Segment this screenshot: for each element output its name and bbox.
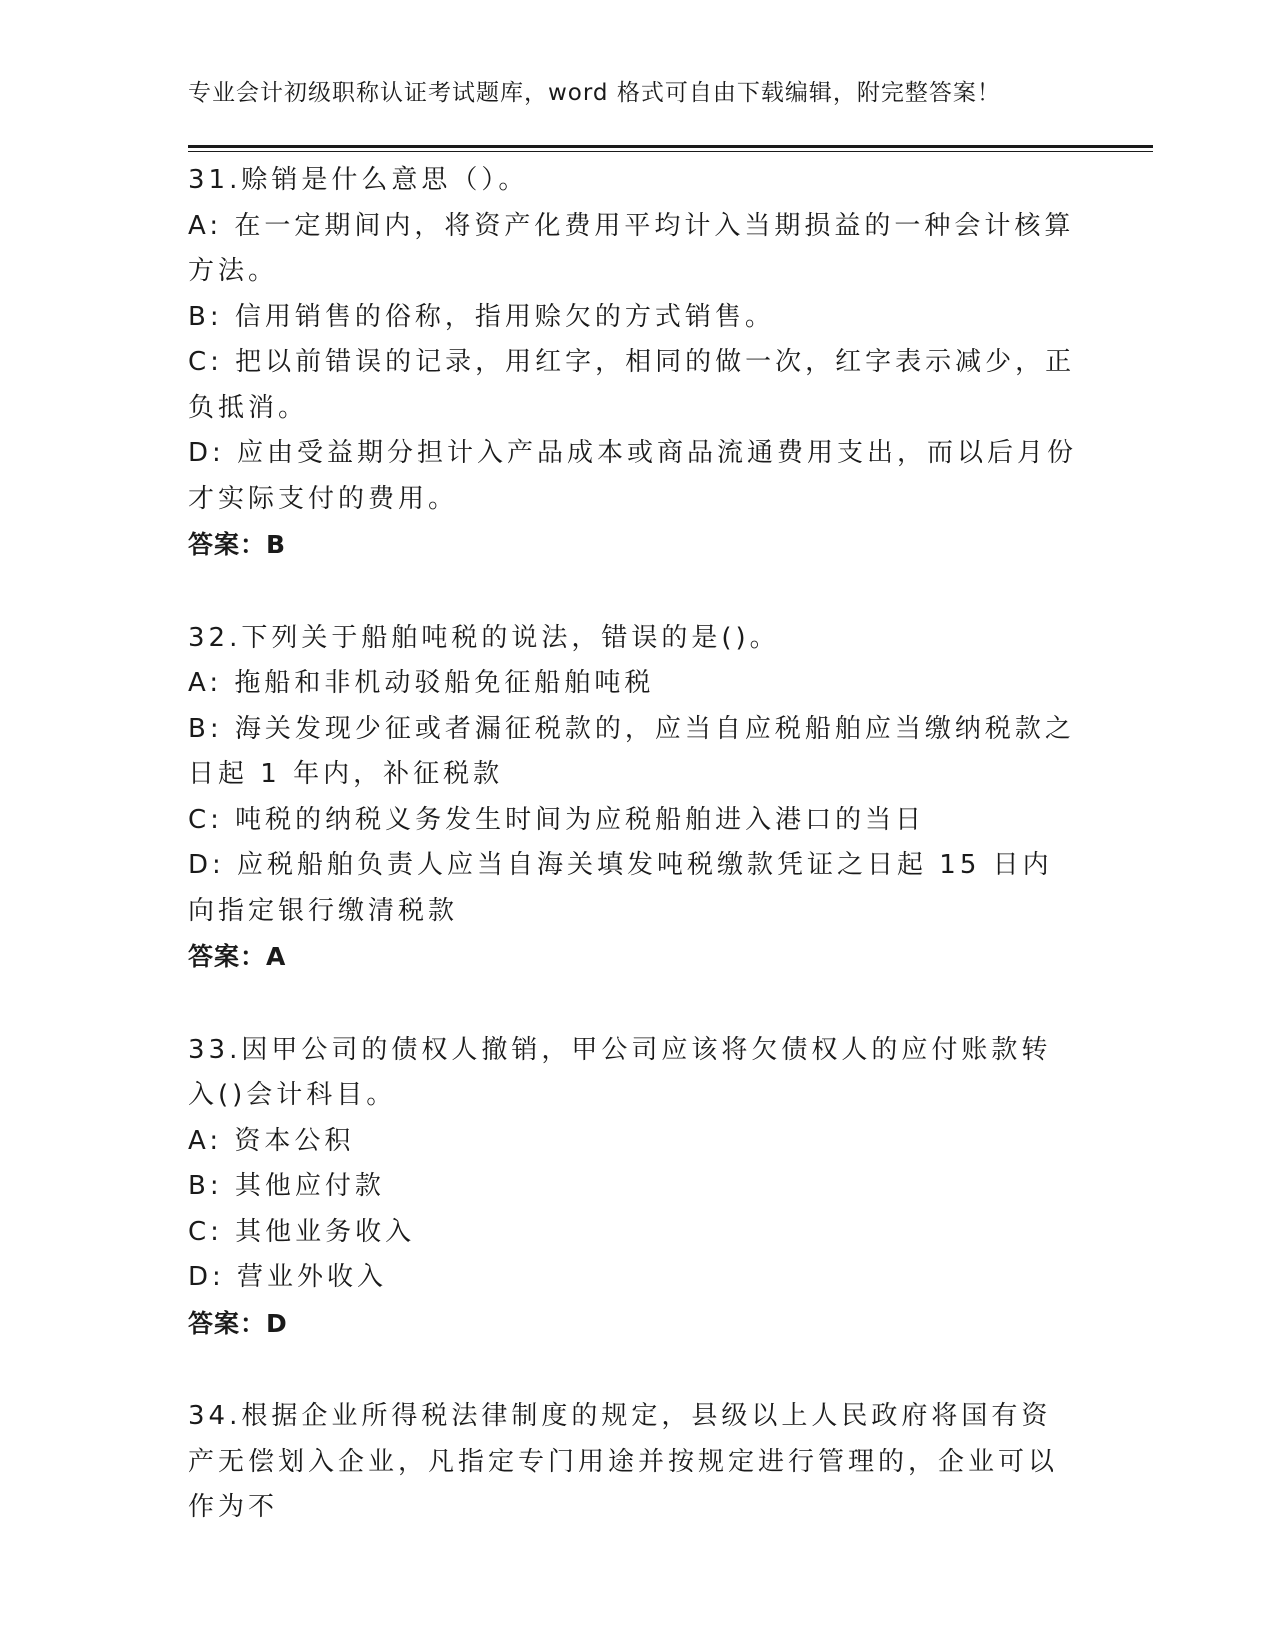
answer-label: 答案：: [188, 1308, 267, 1338]
header-divider-thin: [188, 151, 1153, 152]
answer-label: 答案：: [188, 942, 267, 971]
answer: [188, 1301, 1078, 1347]
answer-label: 答案：: [188, 530, 267, 559]
question-stem: 34.根据企业所得税法律制度的规定，县级以上人民政府将国有资产无偿划入企业，凡指定专门用途并按规定进行管理的，企业可以作为不: [188, 1401, 1059, 1522]
question-33: [188, 1028, 1078, 1347]
option-d: D: 营业外收入: [188, 1262, 388, 1292]
question-31: [188, 158, 1078, 568]
option-c: C: 其他业务收入: [188, 1216, 416, 1247]
option-a: A: 在一定期间内，将资产化费用平均计入当期损益的一种会计核算方法。: [188, 210, 1075, 286]
question-stem: 33.因甲公司的债权人撤销，甲公司应该将欠债权人的应付账款转入()会计科目。: [188, 1034, 1052, 1110]
page-header: 专业会计初级职称认证考试题库，word 格式可自由下载编辑，附完整答案！: [188, 80, 1001, 106]
answer-value: D: [266, 1308, 288, 1338]
question-list: [188, 158, 1078, 1579]
header-divider-thick: [188, 145, 1153, 148]
option-b: B: 信用销售的俗称，指用赊欠的方式销售。: [188, 301, 775, 332]
option-d: D: 应税船舶负责人应当自海关填发吨税缴款凭证之日起 15 日内向指定银行缴清税款: [188, 850, 1053, 926]
option-d: D: 应由受益期分担计入产品成本或商品流通费用支出，而以后月份才实际支付的费用。: [188, 438, 1078, 514]
question-stem: 31.赊销是什么意思（）。: [188, 165, 529, 195]
option-c: C: 吨税的纳税义务发生时间为应税船舶进入港口的当日: [188, 804, 926, 835]
option-b: B: 海关发现少征或者漏征税款的，应当自应税船舶应当缴纳税款之日起 1 年内，补征税款: [188, 713, 1075, 789]
answer: [188, 522, 1078, 568]
option-a: A: 拖船和非机动驳船免征船舶吨税: [188, 668, 655, 698]
answer-value: B: [266, 530, 287, 559]
answer: [188, 934, 1078, 980]
option-a: A: 资本公积: [188, 1125, 355, 1156]
option-b: B: 其他应付款: [188, 1171, 385, 1201]
question-32: [188, 616, 1078, 980]
answer-value: A: [266, 942, 287, 971]
option-c: C: 把以前错误的记录，用红字，相同的做一次，红字表示减少，正负抵消。: [188, 347, 1076, 423]
question-stem: 32.下列关于船舶吨税的说法，错误的是()。: [188, 622, 780, 653]
question-34: [188, 1394, 1078, 1531]
